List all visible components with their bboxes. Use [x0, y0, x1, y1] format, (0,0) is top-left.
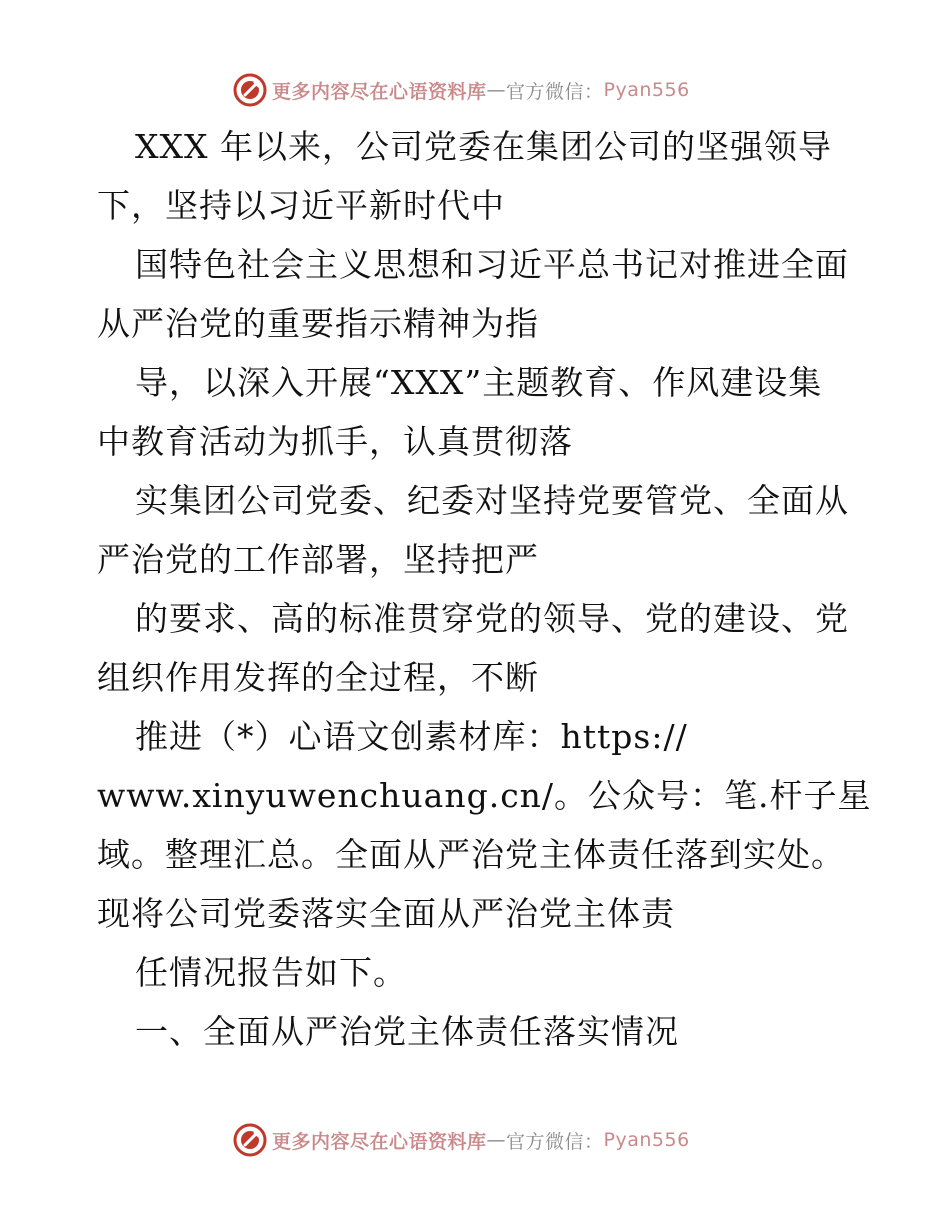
body-line: 国特色社会主义思想和习近平总书记对推进全面: [135, 245, 849, 284]
header-banner-dash: —: [486, 79, 507, 101]
body-line: 导，以深入开展“XXX”主题教育、作风建设集: [135, 363, 823, 402]
body-line: 任情况报告如下。: [135, 953, 407, 992]
brand-logo-icon: [232, 1122, 268, 1158]
brand-logo-icon: [232, 72, 268, 108]
footer-banner-main: 更多内容尽在心语资料库: [272, 1130, 487, 1153]
header-banner-official: 官方微信：: [506, 80, 604, 103]
body-line: 严治党的工作部署，坚持把严: [97, 540, 539, 579]
footer-banner-official: 官方微信：: [506, 1130, 604, 1153]
body-line: 推进（*）心语文创素材库：https://: [135, 717, 688, 756]
footer-banner-id: Pyan556: [603, 1129, 690, 1151]
body-line: 组织作用发挥的全过程，不断: [97, 658, 539, 697]
body-line: 的要求、高的标准贯穿党的领导、党的建设、党: [135, 599, 849, 638]
footer-banner: [232, 1120, 690, 1160]
body-line: 中教育活动为抓手，认真贯彻落: [97, 422, 573, 461]
body-line: 下，坚持以习近平新时代中: [97, 186, 505, 225]
header-banner: [232, 70, 690, 110]
body-line: 现将公司党委落实全面从严治党主体责: [97, 894, 675, 933]
body-line: www.xinyuwenchuang.cn/。公众号：笔.杆子星: [97, 776, 872, 815]
section-heading: 一、全面从严治党主体责任落实情况: [135, 1012, 679, 1051]
header-banner-id: Pyan556: [603, 79, 690, 101]
document-body: [97, 117, 872, 1061]
header-banner-main: 更多内容尽在心语资料库: [272, 80, 487, 103]
body-line: 从严治党的重要指示精神为指: [97, 304, 539, 343]
body-line: XXX 年以来，公司党委在集团公司的坚强领导: [135, 127, 832, 166]
footer-banner-dash: —: [486, 1129, 507, 1151]
body-line: 域。整理汇总。全面从严治党主体责任落到实处。: [97, 835, 845, 874]
body-line: 实集团公司党委、纪委对坚持党要管党、全面从: [135, 481, 849, 520]
